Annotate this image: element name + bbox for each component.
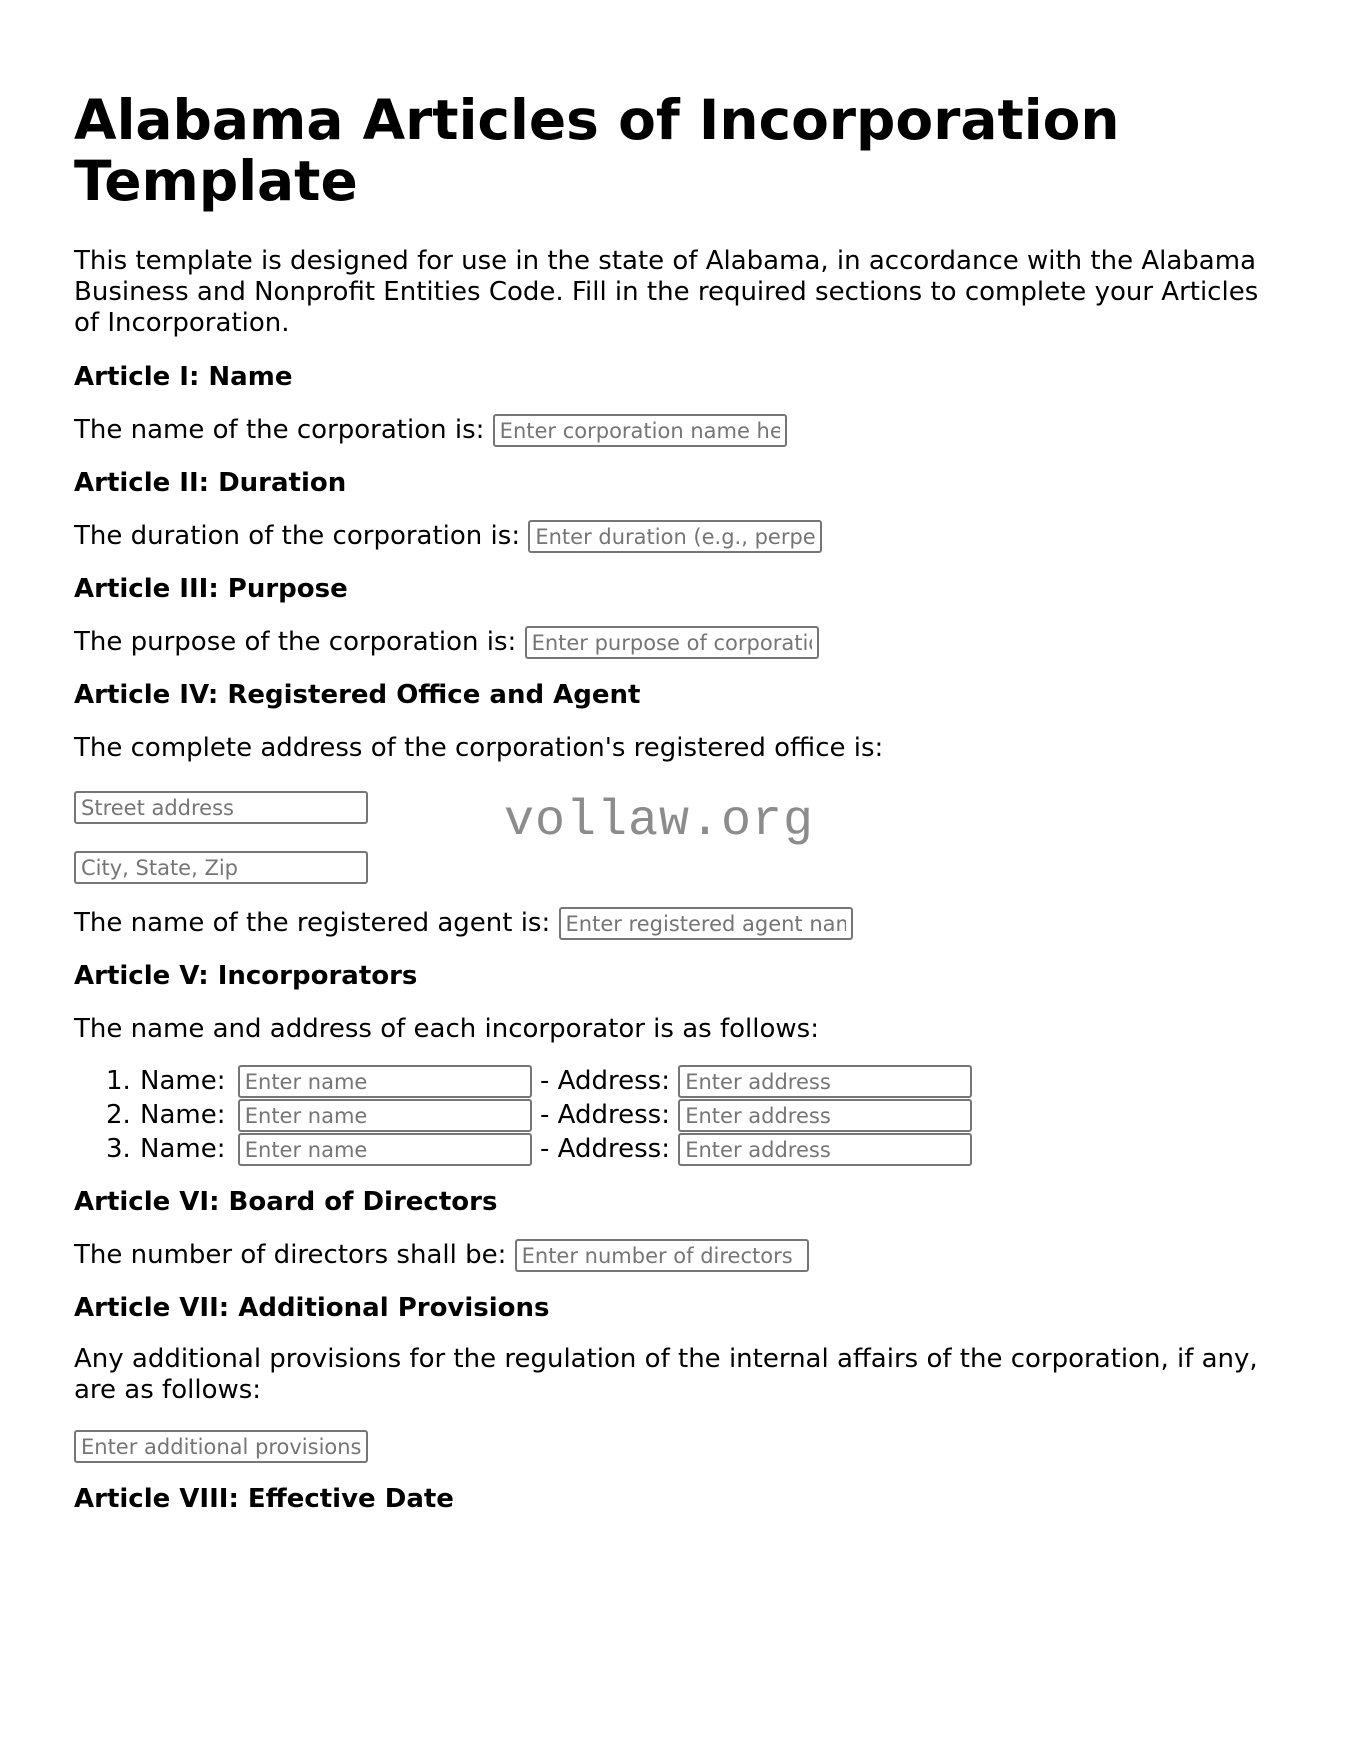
page-title: Alabama Articles of Incorporation Template xyxy=(74,88,1120,213)
article-3-line xyxy=(74,625,1274,659)
document xyxy=(74,90,1274,1535)
number-of-directors-input[interactable] xyxy=(515,1239,809,1272)
article-6-heading: Article VI: Board of Directors xyxy=(74,1187,498,1217)
incorporator-number: 3. xyxy=(106,1134,131,1164)
incorporator-2-address-input[interactable] xyxy=(678,1099,972,1132)
incorporator-2-name-input[interactable] xyxy=(238,1099,532,1132)
incorporator-address-label: - Address: xyxy=(540,1066,670,1096)
article-2-heading: Article II: Duration xyxy=(74,468,347,498)
article-7-heading: Article VII: Additional Provisions xyxy=(74,1293,550,1323)
incorporator-row xyxy=(74,1132,1274,1166)
additional-provisions-input[interactable] xyxy=(74,1430,368,1463)
registered-agent-text: The name of the registered agent is: xyxy=(74,908,551,938)
incorporator-name-label: Name: xyxy=(140,1066,226,1096)
article-5-heading: Article V: Incorporators xyxy=(74,961,418,991)
duration-input[interactable] xyxy=(528,520,822,553)
article-8-heading: Article VIII: Effective Date xyxy=(74,1484,454,1514)
article-1-heading: Article I: Name xyxy=(74,362,293,392)
incorporator-3-address-input[interactable] xyxy=(678,1133,972,1166)
city-state-zip-input[interactable] xyxy=(74,851,368,884)
article-7-text: Any additional provisions for the regulation of the internal affairs of the corporation, if any, are as follows: xyxy=(74,1344,1258,1405)
article-1-text: The name of the corporation is: xyxy=(74,415,485,445)
article-2-line xyxy=(74,519,1274,553)
registered-agent-input[interactable] xyxy=(559,907,853,940)
incorporator-row xyxy=(74,1064,1274,1098)
incorporator-row xyxy=(74,1098,1274,1132)
incorporator-3-name-input[interactable] xyxy=(238,1133,532,1166)
article-6-text: The number of directors shall be: xyxy=(74,1240,507,1270)
watermark: vollaw.org xyxy=(504,793,815,850)
incorporator-address-label: - Address: xyxy=(540,1100,670,1130)
corporation-name-input[interactable] xyxy=(493,414,787,447)
incorporator-number: 1. xyxy=(106,1066,131,1096)
incorporator-name-label: Name: xyxy=(140,1100,226,1130)
purpose-input[interactable] xyxy=(525,626,819,659)
intro-paragraph: This template is designed for use in the state of Alabama, in accordance with the Alabama Business and Nonprofit Entities Code. Fill in the required sections to complete your Articles of Incorporation. xyxy=(74,246,1259,338)
article-4-heading: Article IV: Registered Office and Agent xyxy=(74,680,641,710)
registered-agent-line xyxy=(74,906,1274,940)
incorporator-1-name-input[interactable] xyxy=(238,1065,532,1098)
article-5-text: The name and address of each incorporator is as follows: xyxy=(74,1014,819,1044)
registered-office-address xyxy=(74,791,1274,884)
article-3-heading: Article III: Purpose xyxy=(74,574,348,604)
article-6-line xyxy=(74,1238,1274,1272)
incorporator-address-label: - Address: xyxy=(540,1134,670,1164)
incorporator-1-address-input[interactable] xyxy=(678,1065,972,1098)
article-4-text: The complete address of the corporation's registered office is: xyxy=(74,733,884,763)
incorporator-name-label: Name: xyxy=(140,1134,226,1164)
incorporators-list xyxy=(74,1064,1274,1166)
article-2-text: The duration of the corporation is: xyxy=(74,521,521,551)
article-1-line xyxy=(74,413,1274,447)
article-3-text: The purpose of the corporation is: xyxy=(74,627,517,657)
street-address-input[interactable] xyxy=(74,791,368,824)
incorporator-number: 2. xyxy=(106,1100,131,1130)
